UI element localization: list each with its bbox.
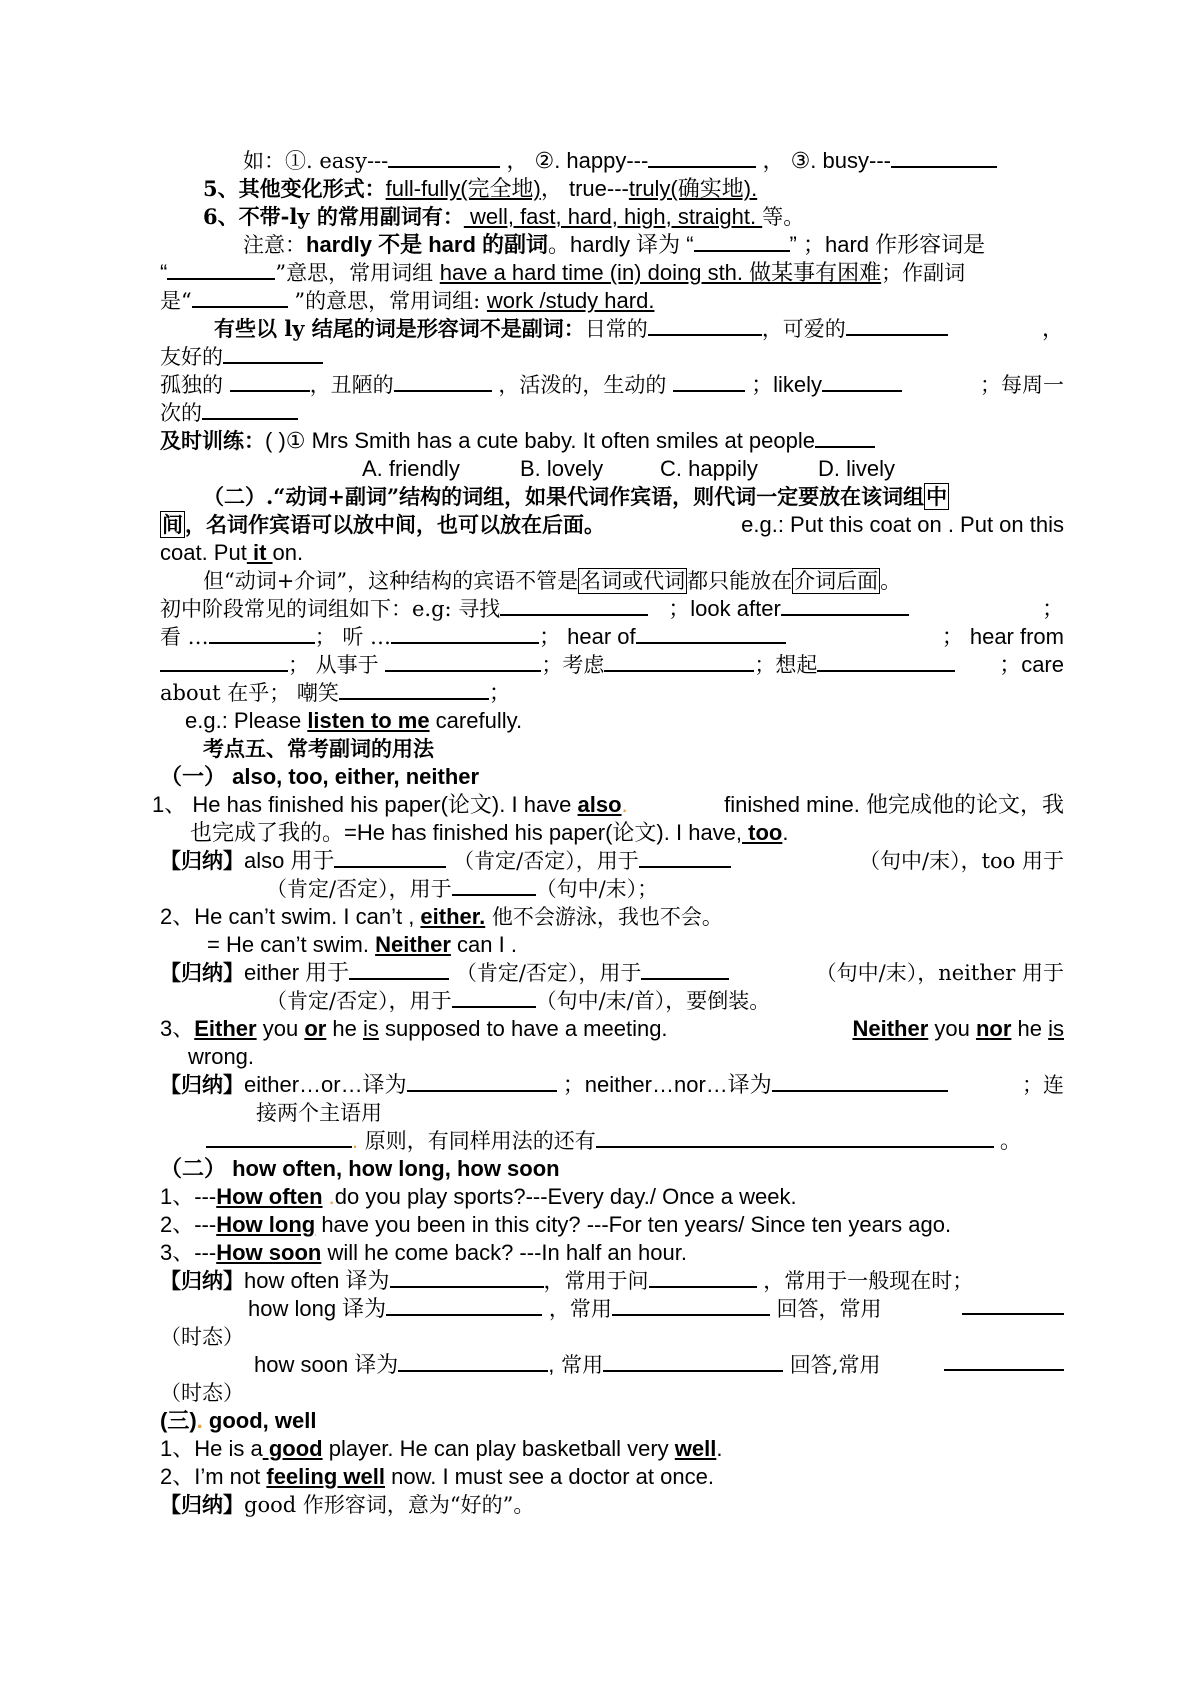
summary-line: （肯定/否定），用于 （句中/末）；: [266, 877, 659, 901]
answer-blank: [230, 372, 310, 392]
summary-line: . 原则，有同样用法的还有 。: [206, 1127, 1022, 1155]
answer-blank: [202, 400, 298, 420]
example-sentence: 2、He can’t swim. I can’t , either. 他不会游泳，我也不会。: [160, 904, 723, 929]
summary-line: 【归纳】also 用于 （肯定/否定），用于 （句中/末），too 用于: [160, 848, 1064, 873]
option-c: C. happily: [660, 456, 758, 481]
answer-blank: [817, 652, 955, 672]
summary-line: （肯定/否定），用于 （句中/末/首），要倒装。: [266, 989, 771, 1013]
answer-blank: [612, 1296, 770, 1316]
phrasal-verb-rule: 间，名词作宾语可以放中间，也可以放在后面。 e.g.: Put this coat on . Put on this: [162, 512, 1064, 537]
answer-blank: [639, 848, 731, 868]
example-sentence: 1、 He has finished his paper(论文). I have also. finished mine. 他完成他的论文，我: [152, 792, 1064, 817]
other-forms-rule: 5、其他变化形式：full-fully(完全地)， true---truly(确实地).: [203, 176, 758, 201]
answer-blank: [596, 1128, 994, 1148]
example-sentence: = He can’t swim. Neither can I .: [207, 932, 517, 957]
example-sentence: 3、---How soon will he come back? ---In half an hour.: [160, 1240, 687, 1265]
phrasal-verb-rule: （二）.“动词+副词”结构的词组，如果代词作宾语，则代词一定要放在该词组中: [203, 484, 948, 509]
answer-blank: [339, 680, 489, 700]
listen-example: e.g.: Please listen to me carefully.: [185, 708, 523, 733]
hardly-note: 注意：hardly 不是 hard 的副词。hardly 译为 “ ” ；hard 作形容词是: [243, 232, 986, 257]
answer-blank: [206, 1128, 352, 1148]
subsection-heading: (三). good, well: [160, 1408, 317, 1433]
example-sentence: 1、He is a good player. He can play basketball very well.: [160, 1436, 723, 1461]
answer-blank: [641, 960, 729, 980]
common-phrases-line: 看 … ； 听 … ； hear of ； hear from: [160, 624, 1064, 649]
hard-adv-note: 是“ ”的意思，常用词组: work /study hard.: [160, 288, 655, 313]
common-phrases-line: about 在乎； 嘲笑 ；: [160, 680, 511, 705]
answer-blank: [944, 1351, 1064, 1371]
answer-blank: [452, 988, 536, 1008]
summary-line: 【归纳】either…or…译为 ；neither…nor…译为 ；连: [160, 1072, 1064, 1097]
answer-blank: [649, 1268, 757, 1288]
ly-adjectives-line: 有些以 ly 结尾的词是形容词不是副词：日常的 ，可爱的 ，: [214, 316, 1064, 341]
phrasal-verb-example: coat. Put it on.: [160, 540, 304, 565]
answer-blank: [385, 652, 541, 672]
answer-blank: [394, 372, 492, 392]
practice-question: 及时训练：( )① Mrs Smith has a cute baby. It often smiles at people: [160, 427, 875, 455]
summary-line: 【归纳】how often 译为 ，常用于问 ，常用于一般现在时；: [160, 1268, 974, 1293]
answer-blank: [891, 148, 997, 168]
answer-blank: [192, 288, 288, 308]
ly-adjectives-line: 次的: [160, 399, 298, 427]
summary-line: （时态）: [160, 1325, 244, 1349]
summary-line: how long 译为 ，常用 回答，常用: [248, 1295, 1064, 1323]
practice-options: [362, 455, 895, 483]
answer-blank: [500, 596, 648, 616]
common-phrases-line: ； 从事于 ；考虑 ；想起 ；care: [160, 651, 1064, 679]
answer-blank: [604, 652, 754, 672]
hard-adj-note: “ ”意思，常用词组 have a hard time (in) doing sth. 做某事有困难；作副词: [160, 260, 966, 285]
summary-line: （时态）: [160, 1381, 244, 1405]
subsection-heading: （一） also, too, either, neither: [160, 764, 480, 789]
summary-line: 接两个主语用: [256, 1101, 382, 1125]
option-b: B. lovely: [520, 456, 604, 481]
answer-blank: [386, 1296, 542, 1316]
answer-blank: [815, 428, 875, 448]
answer-blank: [391, 624, 539, 644]
summary-line: 【归纳】good 作形容词，意为“好的”。: [160, 1492, 535, 1517]
answer-blank: [603, 1352, 783, 1372]
answer-blank: [398, 1352, 548, 1372]
ly-adjectives-line: 孤独的 ，丑陋的 ，活泼的，生动的 ；likely ；每周一: [160, 372, 1064, 397]
answer-blank: [636, 624, 786, 644]
answer-blank: [846, 316, 948, 336]
answer-blank: [349, 960, 449, 980]
subsection-heading: （二） how often, how long, how soon: [160, 1156, 560, 1181]
answer-blank: [209, 624, 315, 644]
example-sentence: 也完成了我的。=He has finished his paper(论文). I have, too.: [190, 820, 789, 845]
no-ly-adverbs-rule: 6、不带-ly 的常用副词有： well, fast, hard, high, straight. 等。: [203, 204, 805, 229]
example-sentence: wrong.: [188, 1044, 255, 1069]
answer-blank: [388, 148, 500, 168]
example-sentence: 2、---How long have you been in this city? ---For ten years/ Since ten years ago.: [160, 1212, 952, 1237]
answer-blank: [648, 148, 756, 168]
answer-blank: [822, 372, 902, 392]
summary-line: 【归纳】either 用于 （肯定/否定），用于 （句中/末），neither 用于: [160, 960, 1064, 985]
verb-prep-rule: 但“动词+介词”，这种结构的宾语不管是名词或代词都只能放在介词后面。: [203, 569, 902, 593]
section-heading: 考点五、常考副词的用法: [203, 736, 434, 761]
example-sentence: 1、---How often .do you play sports?---Every day./ Once a week.: [160, 1184, 797, 1209]
answer-blank: [390, 1268, 544, 1288]
common-phrases-line: 初中阶段常见的词组如下：e.g: 寻找 ；look after ；: [160, 596, 1064, 621]
example-sentence: 2、I’m not feeling well now. I must see a doctor at once.: [160, 1464, 714, 1489]
ly-adjectives-line: 友好的: [160, 343, 323, 371]
answer-blank: [223, 344, 323, 364]
answer-blank: [648, 316, 762, 336]
answer-blank: [167, 260, 275, 280]
example-sentence: 3、Either you or he is supposed to have a meeting. Neither you nor he is: [160, 1016, 1064, 1041]
answer-blank: [160, 652, 288, 672]
answer-blank: [673, 372, 745, 392]
answer-blank: [407, 1072, 557, 1092]
adj-to-adv-examples: 如：①. easy--- ， ②. happy--- ， ③. busy---: [243, 147, 997, 175]
summary-line: how soon 译为 , 常用 回答,常用: [254, 1351, 1064, 1379]
answer-blank: [962, 1295, 1064, 1315]
answer-blank: [694, 232, 790, 252]
answer-blank: [772, 1072, 948, 1092]
answer-blank: [334, 848, 446, 868]
option-d: D. lively: [818, 456, 896, 481]
answer-blank: [781, 596, 909, 616]
answer-blank: [452, 876, 536, 896]
option-a: A. friendly: [362, 456, 460, 481]
